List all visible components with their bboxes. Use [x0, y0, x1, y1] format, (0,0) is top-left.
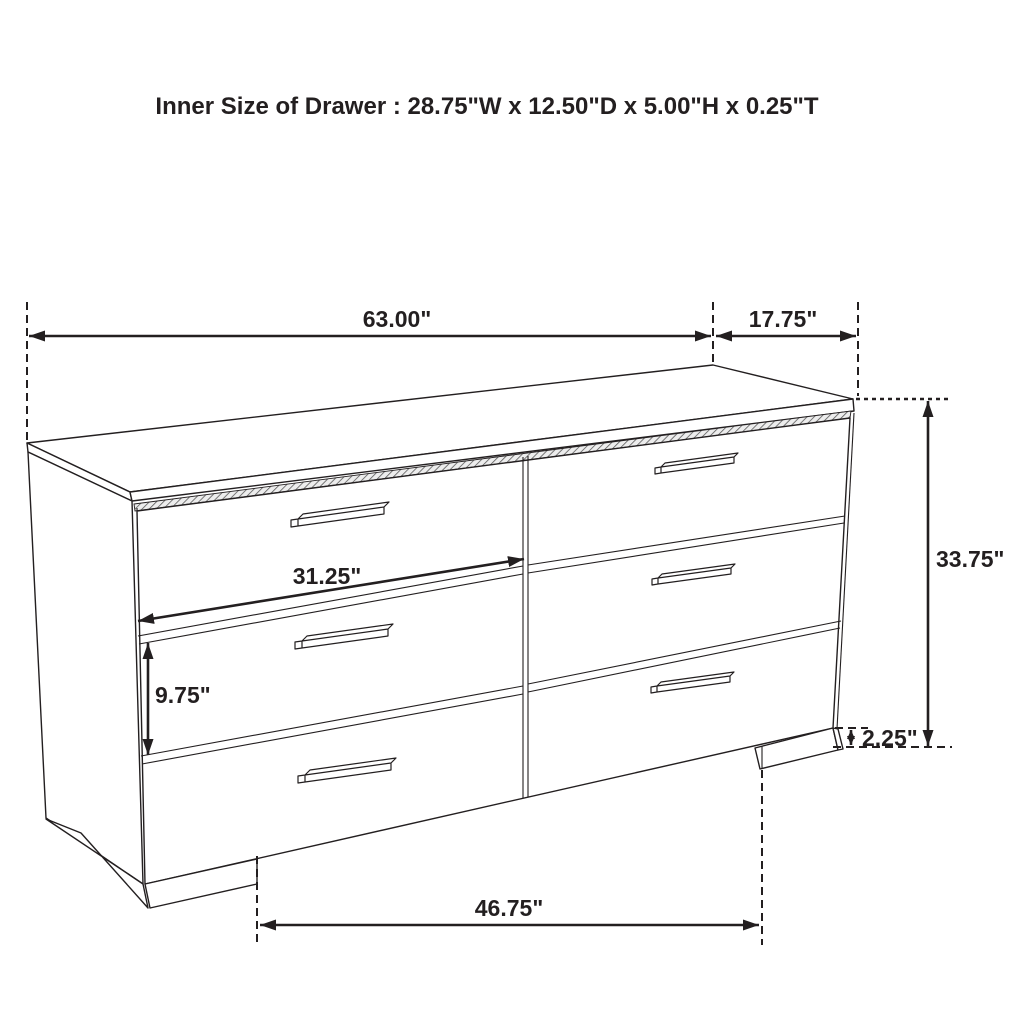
dimension-label-top-width: 63.00" — [362, 306, 432, 332]
dimension-label-leg-height: 2.25" — [862, 725, 918, 751]
dimension-label-base-width: 46.75" — [474, 895, 544, 921]
dimension-label-overall-height: 33.75" — [936, 546, 1005, 572]
page-title: Inner Size of Drawer : 28.75"W x 12.50"D x 5.00"H x 0.25"T — [155, 93, 819, 120]
dimension-label-drawer-height: 9.75" — [155, 682, 211, 708]
dimension-label-top-depth: 17.75" — [748, 306, 818, 332]
dimension-label-drawer-width: 31.25" — [292, 563, 362, 589]
